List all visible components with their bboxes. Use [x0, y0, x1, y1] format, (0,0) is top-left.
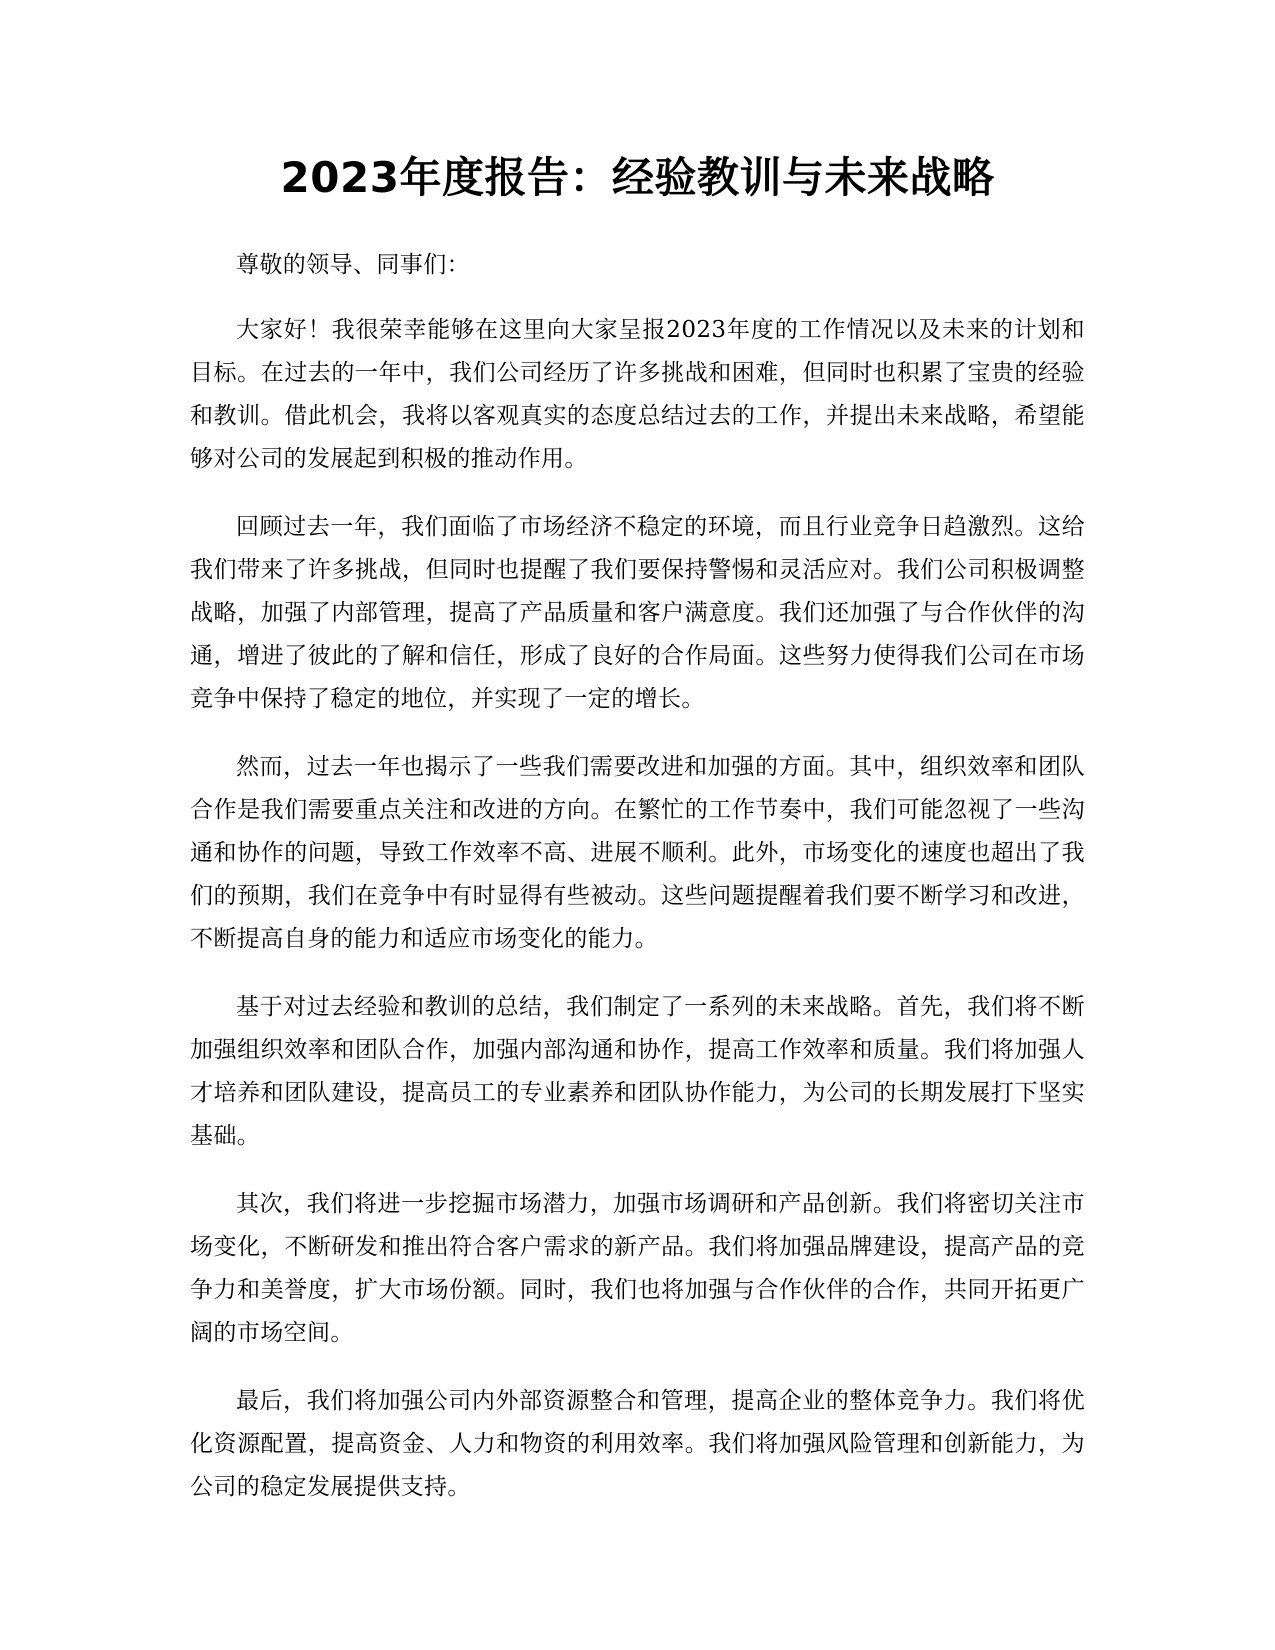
paragraph-review: 回顾过去一年，我们面临了市场经济不稳定的环境，而且行业竞争日趋激烈。这给我们带来了许多挑战，但同时也提醒了我们要保持警惕和灵活应对。我们公司积极调整战略，加强了内部管理，提高了产品质量和客户满意度。我们还加强了与合作伙伴的沟通，增进了彼此的了解和信任，形成了良好的合作局面。这些努力使得我们公司在市场竞争中保持了稳定的地位，并实现了一定的增长。 [190, 514, 1085, 712]
paragraph-strategy-last: 最后，我们将加强公司内外部资源整合和管理，提高企业的整体竞争力。我们将优化资源配置，提高资金、人力和物资的利用效率。我们将加强风险管理和创新能力，为公司的稳定发展提供支持。 [190, 1388, 1085, 1500]
paragraph-strategy-first: 基于对过去经验和教训的总结，我们制定了一系列的未来战略。首先，我们将不断加强组织效率和团队合作，加强内部沟通和协作，提高工作效率和质量。我们将加强人才培养和团队建设，提高员工的专业素养和团队协作能力，为公司的长期发展打下坚实基础。 [190, 994, 1085, 1149]
paragraph-issues: 然而，过去一年也揭示了一些我们需要改进和加强的方面。其中，组织效率和团队合作是我们需要重点关注和改进的方向。在繁忙的工作节奏中，我们可能忽视了一些沟通和协作的问题，导致工作效率不高、进展不顺利。此外，市场变化的速度也超出了我们的预期，我们在竞争中有时显得有些被动。这些问题提醒着我们要不断学习和改进，不断提高自身的能力和适应市场变化的能力。 [190, 754, 1085, 952]
paragraph-intro: 大家好！我很荣幸能够在这里向大家呈报2023年度的工作情况以及未来的计划和目标。在过去的一年中，我们公司经历了许多挑战和困难，但同时也积累了宝贵的经验和教训。借此机会，我将以客观真实的态度总结过去的工作，并提出未来战略，希望能够对公司的发展起到积极的推动作用。 [190, 317, 1085, 472]
paragraph-strategy-second: 其次，我们将进一步挖掘市场潜力，加强市场调研和产品创新。我们将密切关注市场变化，不断研发和推出符合客户需求的新产品。我们将加强品牌建设，提高产品的竞争力和美誉度，扩大市场份额。同时，我们也将加强与合作伙伴的合作，共同开拓更广阔的市场空间。 [190, 1191, 1085, 1346]
salutation: 尊敬的领导、同事们： [236, 252, 470, 278]
document-title: 2023年度报告：经验教训与未来战略 [280, 153, 995, 202]
